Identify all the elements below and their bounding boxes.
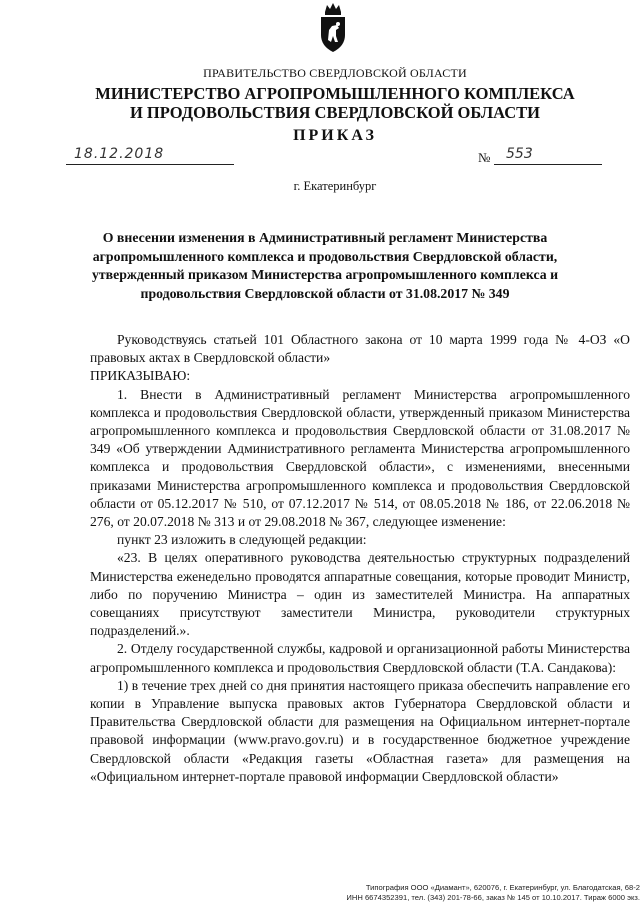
footer-line2: ИНН 6674352391, тел. (343) 201-78-66, заказ № 145 от 10.10.2017. Тираж 6000 экз. xyxy=(346,893,640,902)
document-body xyxy=(90,331,630,786)
preamble-paragraph: Руководствуясь статьей 101 Областного закона от 10 марта 1999 года № 4-ОЗ «О правовых актах в Свердловской области» xyxy=(90,332,630,366)
order-word: ПРИКАЗЫВАЮ: xyxy=(90,368,191,384)
paragraph-2: 2. Отделу государственной службы, кадровой и организационной работы Министерства агропромышленного комплекса и продовольствия Свердловской области (Т.А. Сандакова): xyxy=(90,641,630,675)
date-field xyxy=(66,148,234,165)
number-label: № xyxy=(478,150,491,165)
paragraph-amendment-intro: пункт 23 изложить в следующей редакции: xyxy=(117,532,367,548)
paragraph-amendment-text: «23. В целях оперативного руководства деятельностью структурных подразделений Министерства еженедельно проводятся аппаратные совещания, которые проводит Министр, либо по поручению Министра – один из заместителей Министра. На аппаратных совещаниях присутствуют заместители Министра, руководители структурных подразделений.». xyxy=(90,550,630,639)
footer-line1: Типография ООО «Диамант», 620076, г. Екатеринбург, ул. Благодатская, 68-2 xyxy=(365,883,640,892)
paragraph-1: 1. Внести в Административный регламент Министерства агропромышленного комплекса и продовольствия Свердловской области, утвержденный приказом Министерства агропромышленного комплекса и продовольствия Свердловской области от 31.08.2017 № 349 «Об утверждении Административного регламента Министерства агропромышленного комплекса и продовольствия Свердловской области», с изменениями, внесенными приказами Министерства агропромышленного комплекса и продовольствия Свердловской области от 05.12.2017 № 510, от 07.12.2017 № 514, от 08.05.2018 № 186, от 22.06.2018 № 276, от 20.07.2018 № 313 и от 29.08.2018 № 367, следующее изменение: xyxy=(90,386,630,530)
coat-of-arms-icon xyxy=(318,2,348,54)
handwritten-number: 553 xyxy=(506,146,533,162)
number-field xyxy=(494,148,602,165)
document-title: О внесении изменения в Административный регламент Министерства агропромышленного комплекса и продовольствия Свердловской области, утвержденный приказом Министерства агропромышленного комплекса и продовольствия Свердловской области от 31.08.2017 № 349 xyxy=(91,230,559,301)
ministry-name-line2: И ПРОДОВОЛЬСТВИЯ СВЕРДЛОВСКОЙ ОБЛАСТИ xyxy=(129,103,541,122)
government-name: ПРАВИТЕЛЬСТВО СВЕРДЛОВСКОЙ ОБЛАСТИ xyxy=(203,66,467,80)
print-footer xyxy=(330,883,640,903)
paragraph-2-item-1: 1) в течение трех дней со дня принятия настоящего приказа обеспечить направление его копии в Управление выпуска правовых актов Губернатора Свердловской области и Правительства Свердловской области для размещения на Официальном интернет-портале правовой информации (www.pravo.gov.ru) и в государственное бюджетное учреждение Свердловской области «Редакция газеты «Областная газета» для размещения на «Официальном интернет-портале правовой информации Свердловской области» xyxy=(90,677,630,784)
ministry-name-line1: МИНИСТЕРСТВО АГРОПРОМЫШЛЕННОГО КОМПЛЕКСА xyxy=(95,84,575,103)
city: г. Екатеринбург xyxy=(293,179,377,193)
ministry-name xyxy=(0,84,640,122)
document-type: ПРИКАЗ xyxy=(293,127,377,144)
handwritten-date: 18.12.2018 xyxy=(74,146,165,162)
